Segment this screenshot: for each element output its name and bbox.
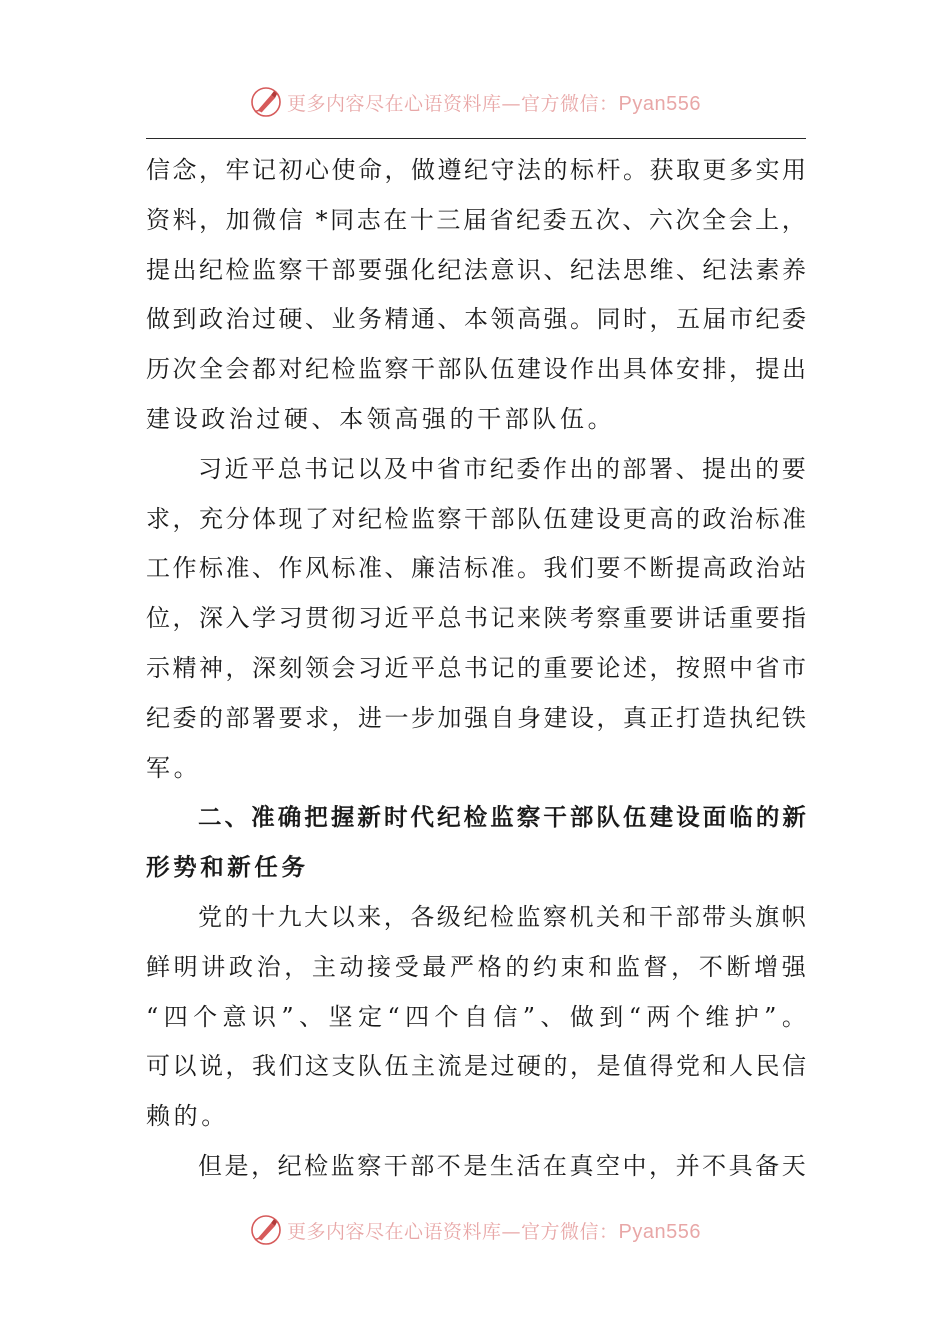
text-line: 信 念 ， 牢 记 初 心 使 命 ， 做 遵 纪 守 法 的 标 杆 。 获 取 更 多 实 用: [146, 156, 806, 184]
fountain-pen-logo-icon: [249, 85, 283, 119]
header-rule: [146, 138, 806, 139]
watermark-text: 更多内容尽在心语资料库—官方微信：Pyan556: [287, 92, 701, 115]
section-heading: [146, 793, 806, 893]
footer-watermark: [0, 1210, 950, 1250]
text-line: 形势和新任务: [146, 853, 309, 882]
document-body: [146, 146, 806, 1192]
text-line: 历 次 全 会 都 对 纪 检 监 察 干 部 队 伍 建 设 作 出 具 体 安 排 ， 提 出: [146, 355, 806, 384]
text-line: 做 到 政 治 过 硬 、 业 务 精 通 、 本 领 高 强 。 同 时 ， 五 届 市 纪 委: [146, 305, 806, 334]
watermark-text: 更多内容尽在心语资料库—官方微信：Pyan556: [287, 1220, 701, 1243]
text-line: 位 ， 深 入 学 习 贯 彻 习 近 平 总 书 记 来 陕 考 察 重 要 讲 话 重 要 指: [146, 604, 806, 633]
paragraph: [146, 445, 806, 794]
text-line: 纪 委 的 部 署 要 求 ， 进 一 步 加 强 自 身 建 设 ， 真 正 打 造 执 纪 铁: [146, 703, 806, 732]
text-line: 可 以 说 ， 我 们 这 支 队 伍 主 流 是 过 硬 的 ， 是 值 得 党 和 人 民 信: [146, 1052, 806, 1081]
header-watermark: [0, 82, 950, 122]
paragraph: [146, 893, 806, 1142]
text-line: 二 、 准 确 把 握 新 时 代 纪 检 监 察 干 部 队 伍 建 设 面 临 的 新: [198, 803, 806, 832]
text-line: 但 是 ， 纪 检 监 察 干 部 不 是 生 活 在 真 空 中 ， 并 不 具 备 天: [198, 1151, 806, 1180]
paragraph: [146, 1142, 806, 1192]
paragraph: [146, 146, 806, 445]
text-line: 军。: [146, 753, 202, 782]
text-line: 求 ， 充 分 体 现 了 对 纪 检 监 察 干 部 队 伍 建 设 更 高 的 政 治 标 准: [146, 504, 806, 533]
text-line: 资 料 ， 加 微 信 * 同 志 在 十 三 届 省 纪 委 五 次 、 六 次 全 会 上 ，: [146, 205, 806, 234]
text-line: 习 近 平 总 书 记 以 及 中 省 市 纪 委 作 出 的 部 署 、 提 出 的 要: [198, 454, 806, 483]
text-line: 建设政治过硬、本领高强的干部队伍。: [146, 404, 616, 433]
fountain-pen-logo-icon: [249, 1213, 283, 1247]
text-line: 工 作 标 准 、 作 风 标 准 、 廉 洁 标 准 。 我 们 要 不 断 提 高 政 治 站: [146, 554, 806, 583]
text-line: 示 精 神 ， 深 刻 领 会 习 近 平 总 书 记 的 重 要 论 述 ， 按 照 中 省 市: [146, 653, 806, 682]
text-line: “ 四 个 意 识 ” 、 坚 定 “ 四 个 自 信 ” 、 做 到 “ 两 个 维 护 ” 。: [146, 1002, 806, 1031]
text-line: 赖的。: [146, 1102, 229, 1131]
text-line: 提 出 纪 检 监 察 干 部 要 强 化 纪 法 意 识 、 纪 法 思 维 、 纪 法 素 养: [146, 255, 806, 284]
text-line: 鲜 明 讲 政 治 ， 主 动 接 受 最 严 格 的 约 束 和 监 督 ， 不 断 增 强: [146, 952, 806, 981]
text-line: 党 的 十 九 大 以 来 ， 各 级 纪 检 监 察 机 关 和 干 部 带 头 旗 帜: [198, 902, 806, 931]
